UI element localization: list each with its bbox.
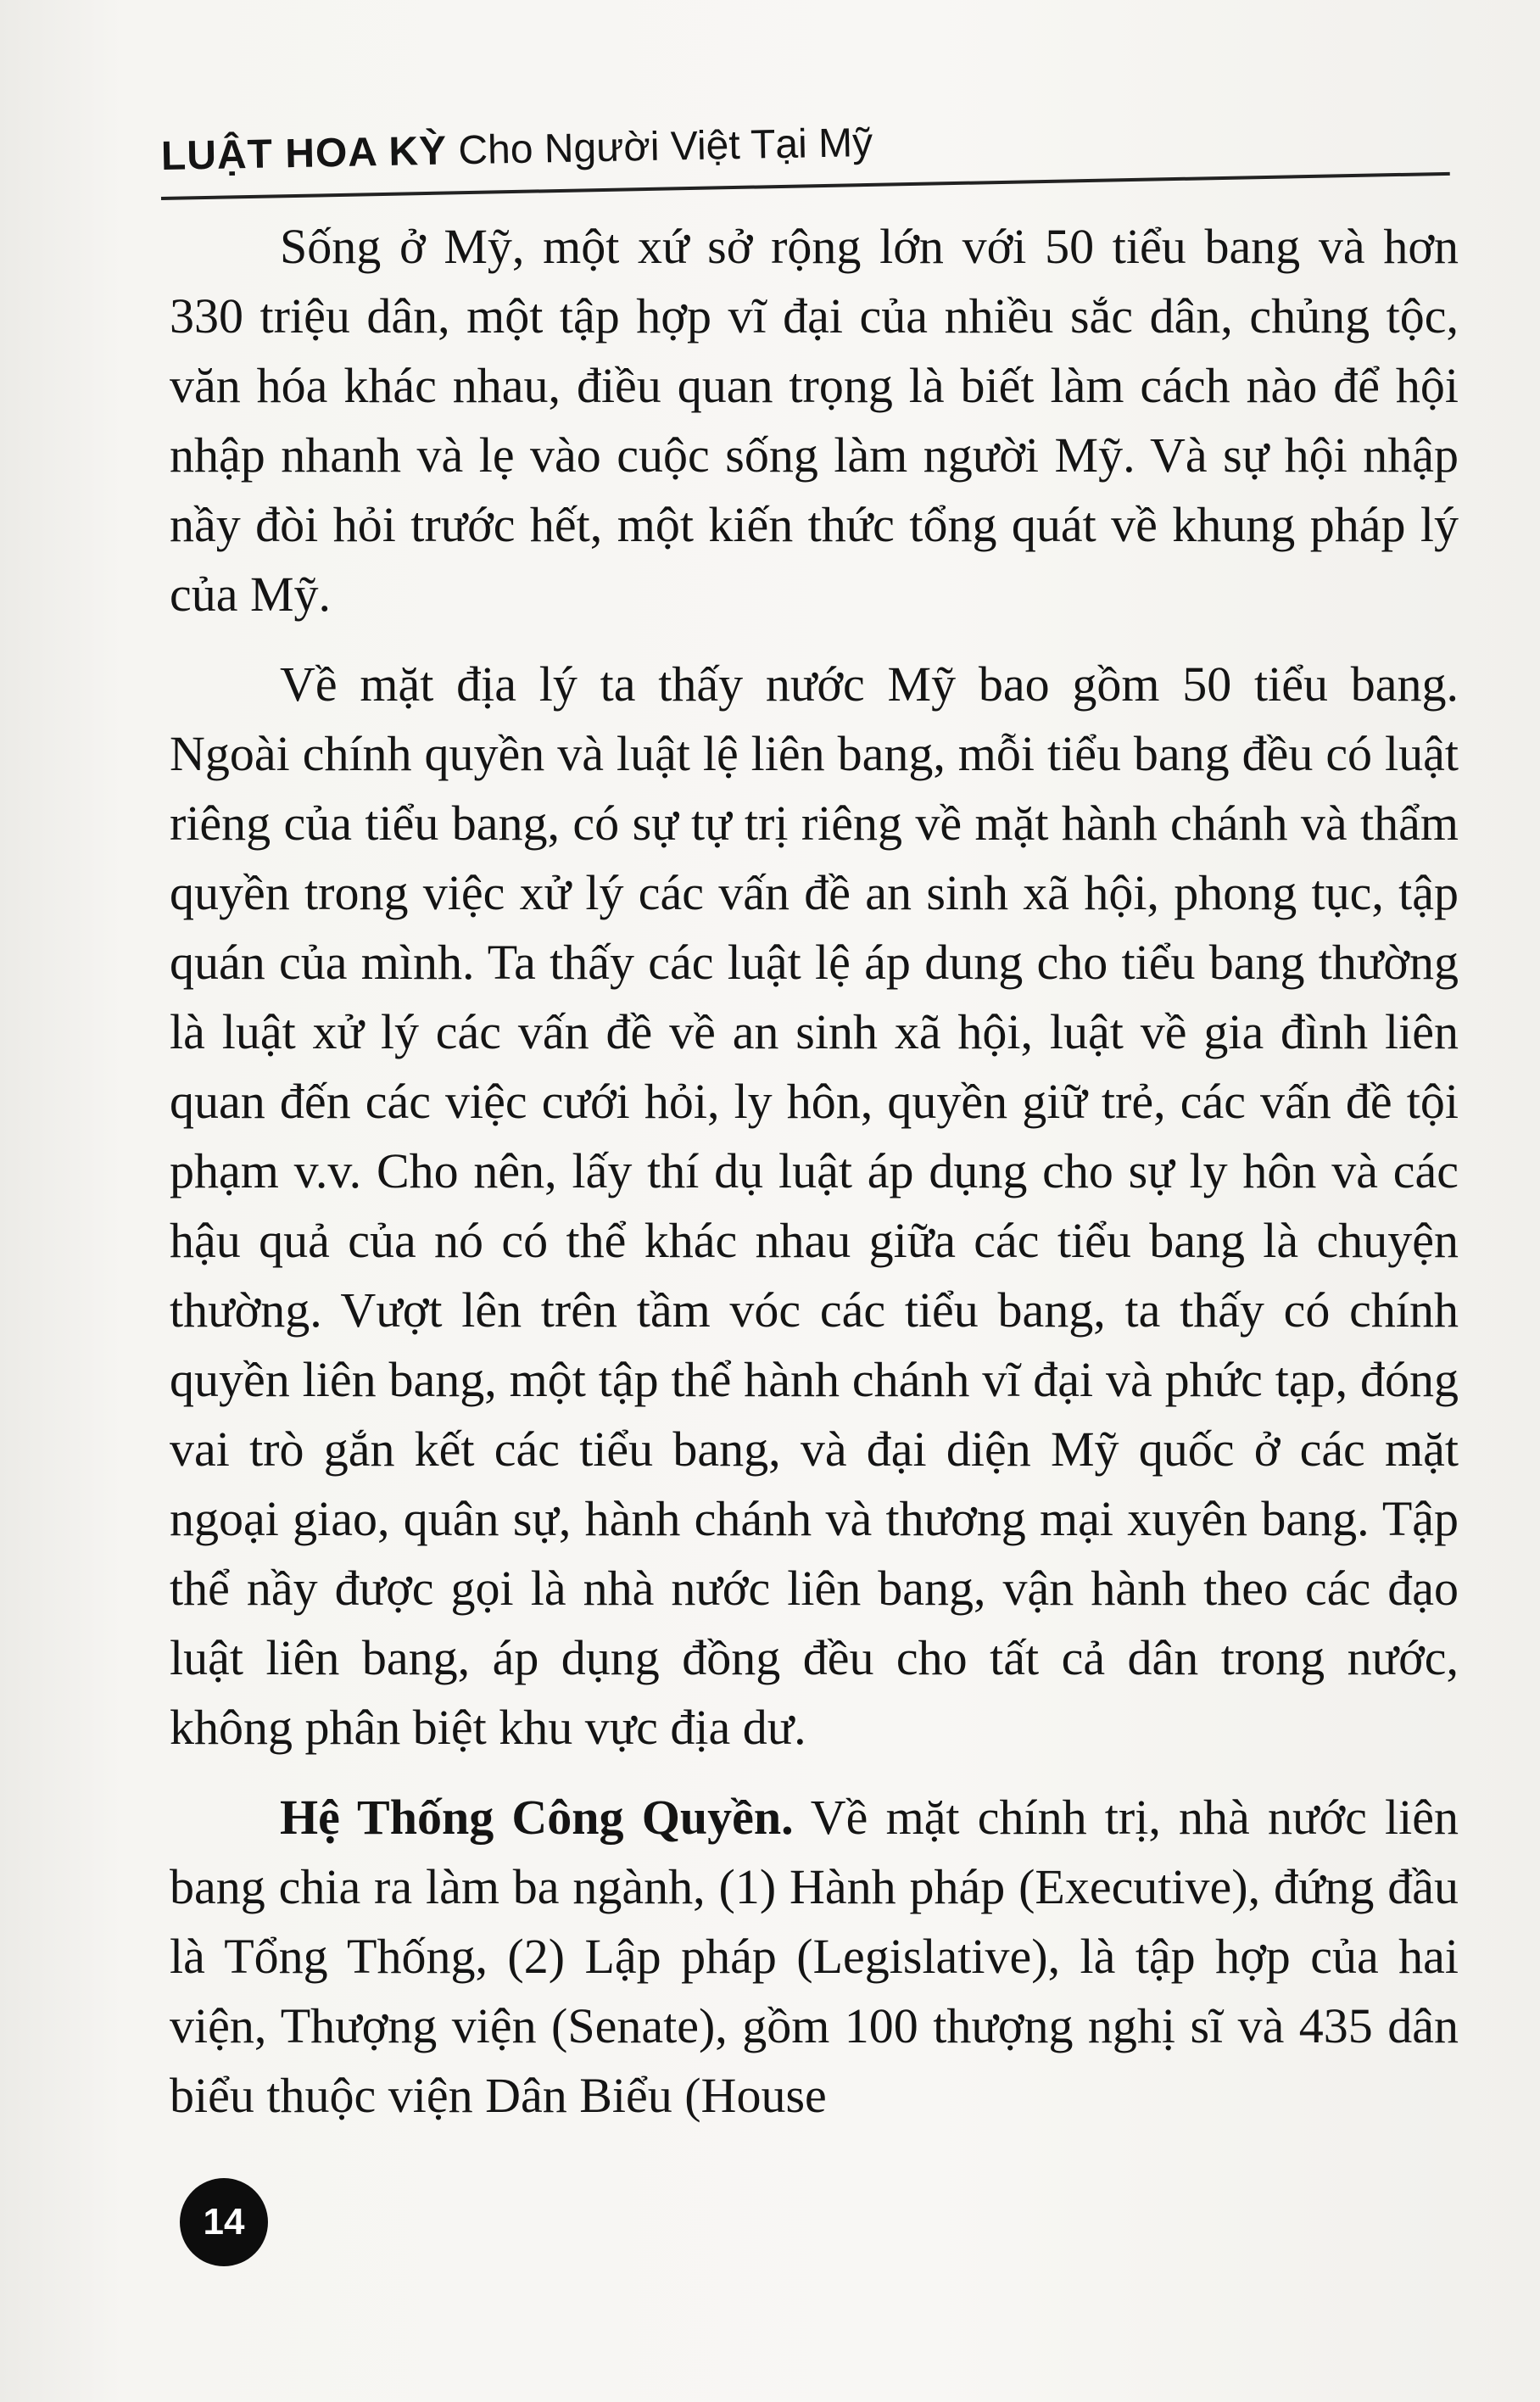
body-text: [170, 212, 1459, 2151]
book-title-bold: LUẬT HOA KỲ: [160, 128, 448, 179]
running-header: [161, 119, 1450, 195]
paragraph-1: Sống ở Mỹ, một xứ sở rộng lớn với 50 tiểu bang và hơn 330 triệu dân, một tập hợp vĩ đại của nhiều sắc dân, chủng tộc, văn hóa khác nhau, điều quan trọng là biết làm cách nào để hội nhập nhanh và lẹ vào cuộc sống làm người Mỹ. Và sự hội nhập nầy đòi hỏi trước hết, một kiến thức tổng quát về khung pháp lý của Mỹ.: [170, 219, 1459, 622]
book-title: [160, 105, 873, 195]
section-heading: Hệ Thống Công Quyền.: [280, 1790, 794, 1845]
page-number-badge: 14: [180, 2178, 268, 2266]
paragraph-3: [170, 1783, 1459, 2131]
book-title-subtitle: Cho Người Việt Tại Mỹ: [446, 120, 873, 174]
paragraph-3-text: Về mặt chính trị, nhà nước liên bang chia ra làm ba ngành, (1) Hành pháp (Executive), đứng đầu là Tổng Thống, (2) Lập pháp (Legislative), là tập hợp của hai viện, Thượng viện (Senate), gồm 100 thượng nghị sĩ và 435 dân biểu thuộc viện Dân Biểu (House: [170, 1790, 1459, 2123]
paragraph-2: Về mặt địa lý ta thấy nước Mỹ bao gồm 50 tiểu bang. Ngoài chính quyền và luật lệ liên bang, mỗi tiểu bang đều có luật riêng của tiểu bang, có sự tự trị riêng về mặt hành chánh và thẩm quyền trong việc xử lý các vấn đề an sinh xã hội, phong tục, tập quán của mình. Ta thấy các luật lệ áp dung cho tiểu bang thường là luật xử lý các vấn đề về an sinh xã hội, luật về gia đình liên quan đến các việc cưới hỏi, ly hôn, quyền giữ trẻ, các vấn đề tội phạm v.v. Cho nên, lấy thí dụ luật áp dụng cho sự ly hôn và các hậu quả của nó có thể khác nhau giữa các tiểu bang là chuyện thường. Vượt lên trên tầm vóc các tiểu bang, ta thấy có chính quyền liên bang, một tập thể hành chánh vĩ đại và phức tạp, đóng vai trò gắn kết các tiểu bang, và đại diện Mỹ quốc ở các mặt ngoại giao, quân sự, hành chánh và thương mại xuyên bang. Tập thể nầy được gọi là nhà nước liên bang, vận hành theo các đạo luật liên bang, áp dụng đồng đều cho tất cả dân trong nước, không phân biệt khu vực địa dư.: [170, 656, 1459, 1755]
